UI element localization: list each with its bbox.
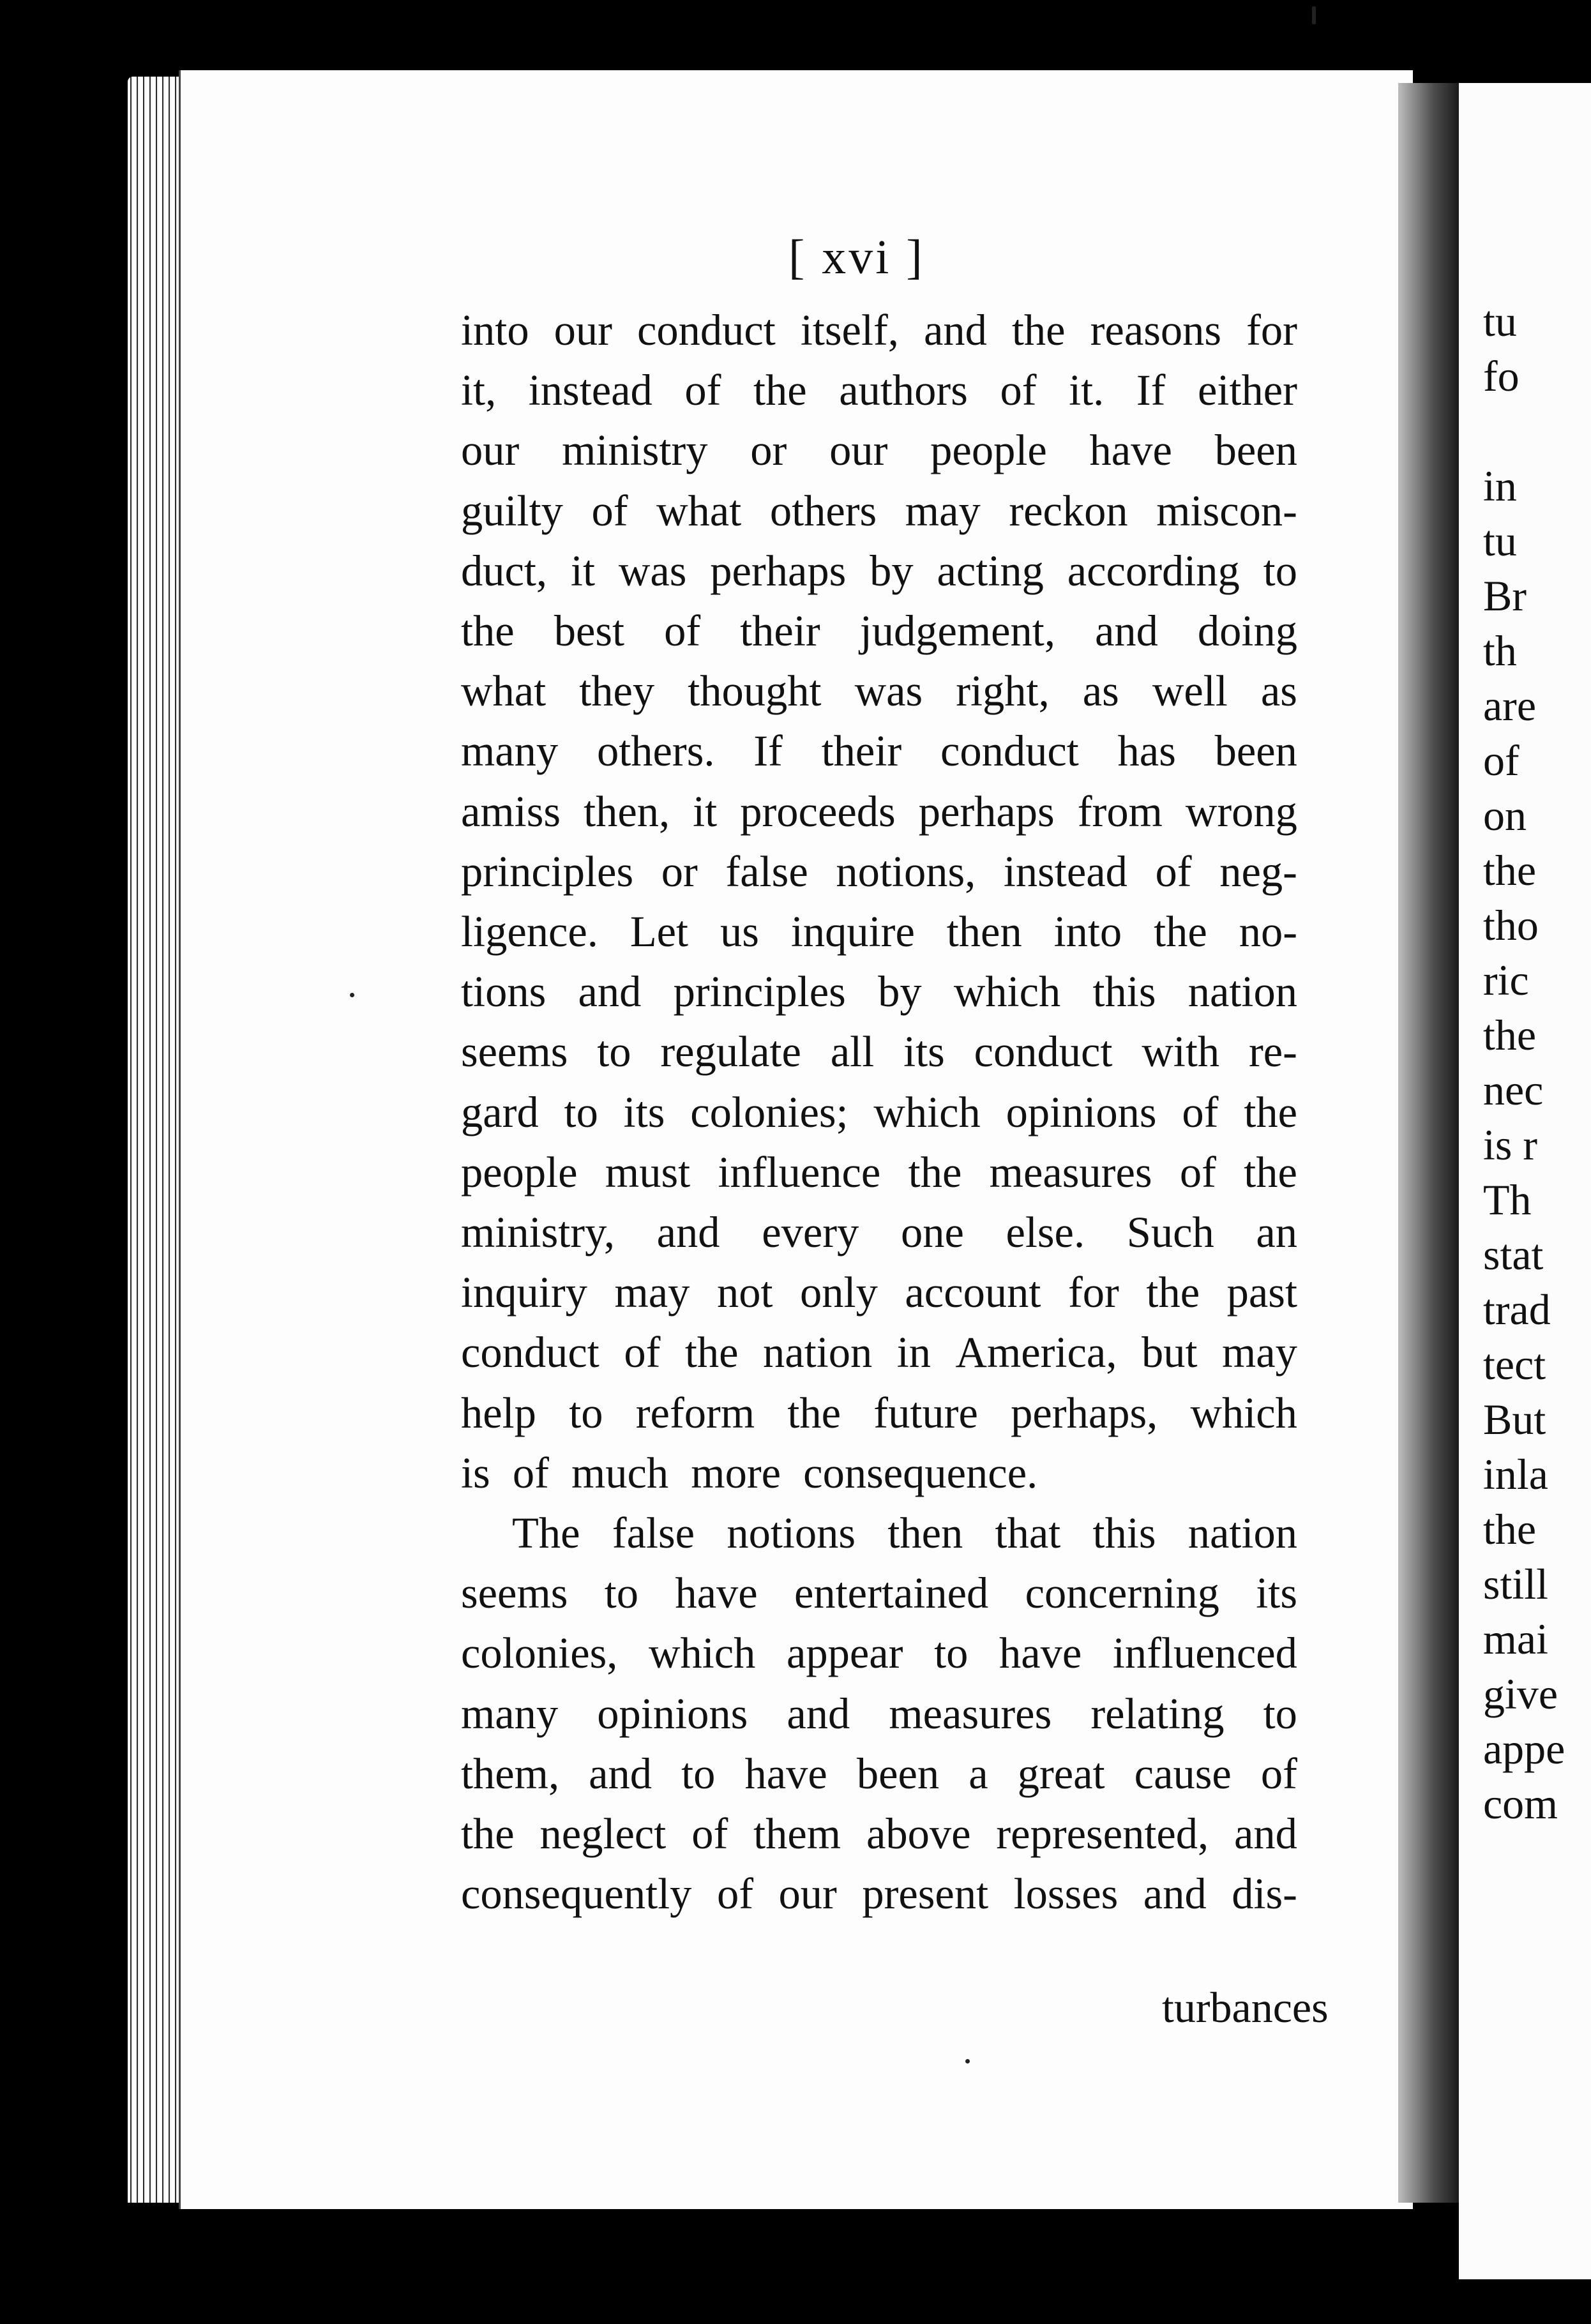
facing-page-line: tu <box>1483 297 1517 345</box>
page-edges <box>128 77 185 2203</box>
text-line <box>461 1022 1297 1082</box>
word: tions <box>461 967 547 1016</box>
word: appear <box>786 1629 903 1678</box>
word: with <box>1142 1027 1220 1076</box>
word: many <box>461 1689 559 1738</box>
word: into <box>1053 907 1122 956</box>
word: best <box>554 607 625 656</box>
word: opinions <box>597 1689 748 1738</box>
word: past <box>1226 1268 1297 1317</box>
word: and <box>1143 1869 1207 1919</box>
word: it <box>570 546 595 595</box>
word: proceeds <box>740 787 896 836</box>
facing-page-line: the <box>1483 1011 1537 1059</box>
word: as <box>1260 667 1297 716</box>
word: reckon <box>1009 486 1128 535</box>
word: principles <box>673 967 846 1016</box>
word: which <box>1190 1388 1297 1437</box>
word: then, <box>584 787 670 836</box>
word: people <box>461 1147 578 1196</box>
word: it, <box>461 366 497 415</box>
text-line <box>461 962 1297 1022</box>
text-line <box>461 1804 1297 1864</box>
text-line <box>461 781 1297 841</box>
word: of <box>1000 366 1037 415</box>
text-line: is of much more consequence. <box>461 1448 1038 1497</box>
word: in <box>896 1328 931 1377</box>
text-line <box>461 1744 1297 1804</box>
text-line <box>461 1383 1297 1443</box>
word: neg- <box>1219 847 1297 896</box>
word: concerning <box>1025 1569 1219 1618</box>
word: or <box>750 426 787 475</box>
word: our <box>554 306 612 354</box>
facing-page-line: Th <box>1483 1175 1532 1224</box>
word: have <box>744 1749 827 1798</box>
word: have <box>1089 426 1172 475</box>
word: ministry, <box>461 1208 615 1257</box>
word: losses <box>1013 1869 1119 1919</box>
word: has <box>1117 727 1176 776</box>
ink-speck <box>965 2059 970 2064</box>
facing-page-line: on <box>1483 791 1527 840</box>
word: above <box>866 1809 971 1859</box>
word: influence <box>718 1147 881 1196</box>
word: nation <box>1188 1509 1297 1558</box>
word: instead <box>528 366 652 415</box>
word: help <box>461 1388 536 1437</box>
facing-page-line: are <box>1483 681 1537 730</box>
word: seems <box>461 1027 568 1076</box>
word: neglect <box>539 1809 667 1859</box>
word: us <box>720 907 759 956</box>
text-line <box>461 1082 1297 1142</box>
word: ligence. <box>461 907 598 956</box>
text-line <box>461 902 1297 962</box>
facing-page-line: still <box>1483 1560 1549 1608</box>
word: duct, <box>461 546 548 595</box>
word: been <box>1214 426 1297 475</box>
word: the <box>461 1809 515 1859</box>
word: its <box>1256 1569 1297 1618</box>
catchword: turbances <box>1162 1983 1329 2032</box>
word: conduct <box>637 306 776 354</box>
word: the <box>1011 306 1066 354</box>
word: itself, <box>800 306 899 354</box>
word: them, <box>461 1749 560 1798</box>
facing-page-line: tu <box>1483 517 1517 565</box>
word: many <box>461 727 559 776</box>
word: the <box>753 366 807 415</box>
word: others. <box>596 727 715 776</box>
word: been <box>856 1749 940 1798</box>
word: miscon- <box>1156 486 1297 535</box>
word: their <box>740 607 820 656</box>
text-line <box>461 1142 1297 1202</box>
facing-page-line: tect <box>1483 1340 1546 1389</box>
word: the <box>461 607 515 656</box>
word: ministry <box>562 426 708 475</box>
word: may <box>614 1268 690 1317</box>
facing-page-line: the <box>1483 846 1537 894</box>
word: judgement, <box>859 607 1055 656</box>
word: of <box>691 1809 728 1859</box>
word: of <box>591 486 628 535</box>
word: Let <box>630 907 689 956</box>
word: inquiry <box>461 1268 587 1317</box>
word: reform <box>635 1388 755 1437</box>
text-line <box>461 841 1297 902</box>
word: no- <box>1239 907 1297 956</box>
ink-speck <box>1312 6 1316 24</box>
word: to <box>1263 546 1297 595</box>
word: nation <box>763 1328 873 1377</box>
word: The <box>512 1509 580 1558</box>
facing-page-line: of <box>1483 736 1519 785</box>
text-line <box>461 1262 1297 1322</box>
word: either <box>1198 366 1297 415</box>
word: a <box>969 1749 988 1798</box>
text-line <box>461 661 1297 721</box>
text-line <box>461 1322 1297 1382</box>
word: entertained <box>794 1569 989 1618</box>
word: to <box>681 1749 716 1798</box>
word: the <box>1146 1268 1200 1317</box>
word: of <box>664 607 701 656</box>
text-line <box>461 1623 1297 1683</box>
word: which <box>648 1629 756 1678</box>
word: to <box>934 1629 969 1678</box>
word: notions, <box>836 847 976 896</box>
word: was <box>618 546 687 595</box>
facing-page-line: Br <box>1483 571 1527 620</box>
text-line <box>461 541 1297 601</box>
word: the <box>1244 1147 1297 1196</box>
word: perhaps <box>918 787 1055 836</box>
word: they <box>579 667 655 716</box>
word: amiss <box>461 787 561 836</box>
text-line <box>461 721 1297 781</box>
word: every <box>762 1208 859 1257</box>
word: an <box>1256 1208 1297 1257</box>
facing-page-line: tho <box>1483 901 1539 949</box>
word: conduct <box>461 1328 599 1377</box>
facing-page-line: com <box>1483 1779 1558 1828</box>
word: wrong <box>1185 787 1297 836</box>
word: nation <box>1188 967 1297 1016</box>
word: then <box>887 1509 963 1558</box>
word: measures <box>889 1689 1052 1738</box>
facing-page-line: inla <box>1483 1450 1548 1498</box>
word: the <box>908 1147 962 1196</box>
word: them <box>753 1809 841 1859</box>
text-line <box>461 1563 1297 1623</box>
word: one <box>900 1208 964 1257</box>
facing-page-line: trad <box>1483 1285 1551 1334</box>
ink-speck <box>350 993 354 997</box>
word: to <box>569 1388 603 1437</box>
word: cause <box>1134 1749 1232 1798</box>
word: consequently <box>461 1869 692 1919</box>
word: doing <box>1197 607 1297 656</box>
word: or <box>661 847 698 896</box>
word: may <box>1221 1328 1297 1377</box>
word: must <box>605 1147 691 1196</box>
text-line <box>461 601 1297 661</box>
word: others <box>769 486 877 535</box>
word: false <box>725 847 808 896</box>
word: reasons <box>1090 306 1222 354</box>
word: guilty <box>461 486 563 535</box>
word: conduct <box>974 1027 1113 1076</box>
page-header: [ xvi ] <box>788 230 925 284</box>
word: to <box>597 1027 631 1076</box>
facing-page-line: fo <box>1483 352 1519 400</box>
word: future <box>873 1388 978 1437</box>
word: inquire <box>790 907 915 956</box>
facing-page-line: But <box>1483 1395 1546 1444</box>
facing-page-line: ric <box>1483 956 1529 1004</box>
word: and <box>578 967 642 1016</box>
word: perhaps <box>710 546 847 595</box>
word: their <box>821 727 902 776</box>
word: may <box>905 486 981 535</box>
facing-page-line: give <box>1483 1670 1558 1718</box>
word: of <box>716 1869 753 1919</box>
word: by <box>878 967 922 1016</box>
body-text <box>461 300 1297 1924</box>
word: principles <box>461 847 634 896</box>
text-line <box>461 360 1297 420</box>
word: into <box>461 306 529 354</box>
word: perhaps, <box>1011 1388 1158 1437</box>
word: dis- <box>1232 1869 1297 1919</box>
word: of <box>1155 847 1192 896</box>
facing-page-line: mai <box>1483 1615 1548 1663</box>
word: our <box>778 1869 837 1919</box>
word: that <box>995 1509 1061 1558</box>
word: authors <box>839 366 968 415</box>
word: If <box>1136 366 1166 415</box>
word: and <box>1234 1809 1297 1859</box>
word: of <box>1182 1087 1219 1136</box>
text-line <box>461 1684 1297 1744</box>
text-line <box>461 1864 1297 1924</box>
facing-page-line: is r <box>1483 1120 1537 1169</box>
word: If <box>753 727 783 776</box>
word: measures <box>989 1147 1152 1196</box>
word: seems <box>461 1569 568 1618</box>
word: have <box>999 1629 1082 1678</box>
word: well <box>1152 667 1228 716</box>
word: America, <box>955 1328 1117 1377</box>
word: else. <box>1006 1208 1085 1257</box>
word: conduct <box>940 727 1079 776</box>
word: people <box>930 426 1047 475</box>
word: to <box>1263 1689 1297 1738</box>
text-line <box>461 420 1297 480</box>
facing-page-line: stat <box>1483 1230 1544 1279</box>
word: our <box>461 426 520 475</box>
word: our <box>829 426 888 475</box>
facing-page <box>1459 83 1591 2279</box>
word: which <box>873 1087 981 1136</box>
word: of <box>624 1328 661 1377</box>
word: relating <box>1090 1689 1225 1738</box>
word: it <box>693 787 718 836</box>
text-line <box>461 481 1297 541</box>
word: all <box>830 1027 875 1076</box>
word: by <box>870 546 914 595</box>
word: not <box>716 1268 773 1317</box>
word: the <box>1244 1087 1297 1136</box>
word: notions <box>727 1509 856 1558</box>
word: instead <box>1003 847 1127 896</box>
word: and <box>787 1689 850 1738</box>
word: was <box>854 667 923 716</box>
facing-page-line: the <box>1483 1505 1537 1553</box>
word: the <box>1154 907 1207 956</box>
word: re- <box>1248 1027 1297 1076</box>
word: its <box>623 1087 665 1136</box>
word: been <box>1214 727 1297 776</box>
book-gutter <box>1398 83 1459 2203</box>
word: regulate <box>660 1027 801 1076</box>
word: then <box>946 907 1022 956</box>
facing-page-line: nec <box>1483 1066 1544 1114</box>
word: false <box>612 1509 695 1558</box>
word: its <box>903 1027 945 1076</box>
word: what <box>656 486 742 535</box>
word: have <box>675 1569 758 1618</box>
facing-page-text <box>1483 294 1565 1831</box>
word: thought <box>688 667 822 716</box>
word: account <box>905 1268 1041 1317</box>
word: to <box>564 1087 598 1136</box>
text-line <box>461 1503 1297 1563</box>
word: and <box>1094 607 1158 656</box>
word: this <box>1092 1509 1156 1558</box>
word: influenced <box>1112 1629 1297 1678</box>
word: opinions <box>1006 1087 1157 1136</box>
word: great <box>1017 1749 1105 1798</box>
word: right, <box>956 667 1050 716</box>
word: of <box>684 366 721 415</box>
word: gard <box>461 1087 539 1136</box>
word: and <box>923 306 987 354</box>
word: for <box>1067 1268 1119 1317</box>
facing-page-line <box>1483 404 1565 458</box>
word: the <box>787 1388 841 1437</box>
word: of <box>1260 1749 1297 1798</box>
facing-page-line: th <box>1483 626 1517 675</box>
word: colonies; <box>690 1087 848 1136</box>
word: it. <box>1069 366 1105 415</box>
word: which <box>953 967 1061 1016</box>
word: Such <box>1126 1208 1214 1257</box>
word: to <box>604 1569 639 1618</box>
facing-page-line: in <box>1483 462 1517 510</box>
word: present <box>862 1869 989 1919</box>
word: acting <box>937 546 1044 595</box>
word: colonies, <box>461 1629 618 1678</box>
word: only <box>800 1268 878 1317</box>
word: and <box>589 1749 652 1798</box>
word: and <box>656 1208 720 1257</box>
word: what <box>461 667 547 716</box>
text-line <box>461 300 1297 360</box>
word: for <box>1246 306 1297 354</box>
word: represented, <box>996 1809 1209 1859</box>
word: of <box>1179 1147 1216 1196</box>
word: as <box>1082 667 1119 716</box>
word: this <box>1092 967 1156 1016</box>
facing-page-line: appe <box>1483 1724 1565 1773</box>
word: the <box>684 1328 739 1377</box>
text-line <box>461 1202 1297 1262</box>
word: according <box>1067 546 1240 595</box>
word: from <box>1077 787 1163 836</box>
word: but <box>1141 1328 1198 1377</box>
